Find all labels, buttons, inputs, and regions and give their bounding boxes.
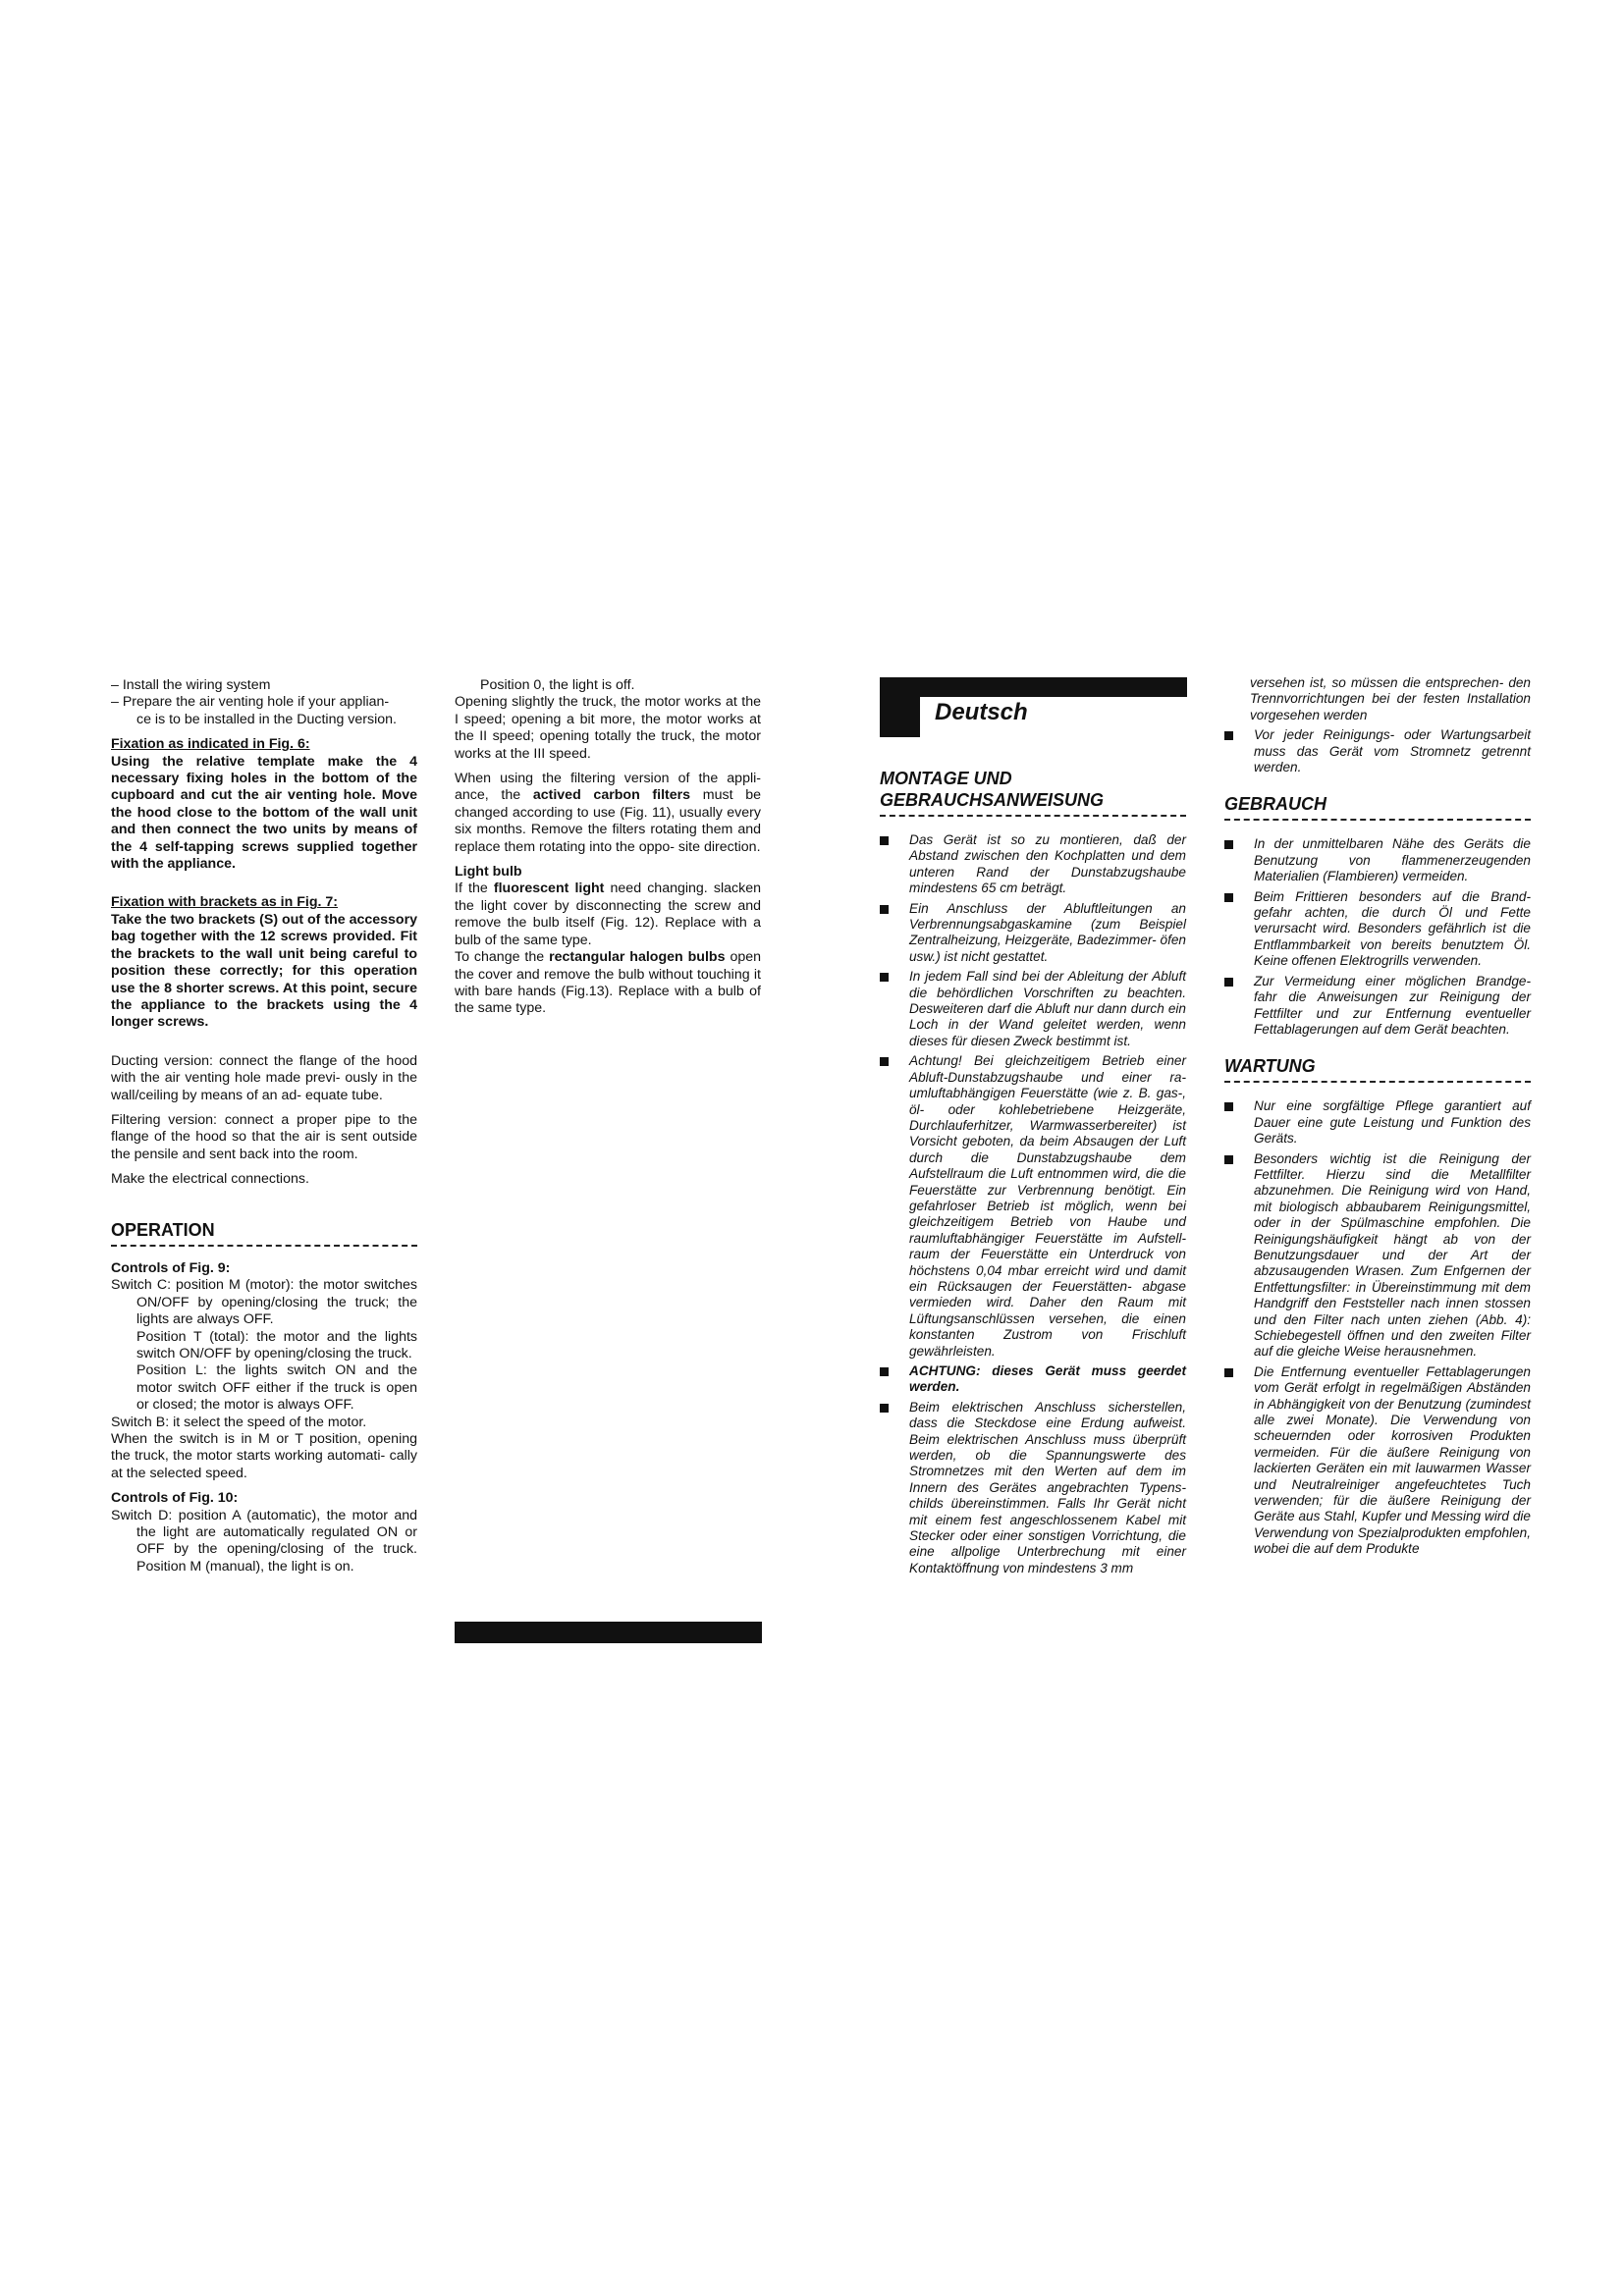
operation-heading: OPERATION — [111, 1219, 215, 1240]
list-item: ACHTUNG: dieses Gerät muss geerdet werden. — [880, 1363, 1186, 1396]
step-wiring: – Install the wiring system — [111, 677, 271, 693]
bullet-icon — [880, 836, 889, 845]
bullet-icon — [880, 1367, 889, 1376]
list-item: Besonders wichtig ist die Reinigung der Fettfilter. Hierzu sind die Metallfilter abzunehmen. Die Reinigung wird von Hand, mit biologisch abbaubarem Reinigungsmittel, oder in der Spülmaschine empfohlen. Die Reinigungshäufigkeit hängt ab von der Benutzungsdauer und der Art der abzusaugenden Wrasen. Zum Enfgernen der Entfettungsfilter: in Übereinstimmung mit dem Handgriff den Feststeller nach innen stossen und den Filter nach unten ziehen (Abb. 4): Schiebegestell öffnen und den zweiten Filter auf die gleiche Weise herausnehmen. — [1224, 1151, 1531, 1361]
bullet-icon — [880, 973, 889, 982]
bullet-icon — [880, 1057, 889, 1066]
list-item: In jedem Fall sind bei der Ableitung der Abluft die behördlichen Vorschriften zu beachten. Desweiteren darf die Abluft nur dann durch ein Loch in der Wand geleitet werden, wenn dieses für diesen Zweck bestimmt ist. — [880, 969, 1186, 1049]
list-item: Vor jeder Reinigungs- oder Wartungsarbeit muss das Gerät vom Stromnetz getrennt werden. — [1224, 727, 1531, 775]
column-2-footer-bar — [455, 1622, 762, 1643]
bullet-icon — [1224, 1368, 1233, 1377]
opening-text: Opening slightly the truck, the motor works at the I speed; opening a bit more, the motor works at the II speed; opening totally the truck, the motor works at the III speed. — [455, 694, 761, 762]
controls10-text: Switch D: position A (automatic), the motor and the light are automatically regulated ON or OFF by the opening/closing of the truck. Position M (manual), the light is on. — [111, 1507, 417, 1575]
list-item: Nur eine sorgfältige Pflege garantiert auf Dauer eine gute Leistung und Funktion des Geräts. — [1224, 1098, 1531, 1147]
step-venting: – Prepare the air venting hole if your applian- — [111, 694, 390, 711]
controls9-position-t: Position T (total): the motor and the lights switch ON/OFF by opening/closing the truck. — [136, 1328, 417, 1362]
montage-heading — [880, 768, 1186, 811]
step-venting-cont: ce is to be installed in the Ducting version. — [136, 711, 397, 727]
bullet-icon — [880, 1404, 889, 1413]
halogen-bold: rectangular halogen bulbs — [549, 949, 726, 966]
fluor-bold: fluorescent light — [493, 881, 605, 897]
controls9-heading: Controls of Fig. 9: — [111, 1259, 231, 1276]
lightbulb-heading: Light bulb — [455, 864, 522, 881]
halogen-paragraph — [455, 949, 761, 1018]
montage-heading-line2: GEBRAUCHSANWEISUNG — [880, 790, 1105, 810]
fluor-pre: If the — [455, 881, 488, 897]
list-item: Die Entfernung eventueller Fettablagerungen vom Gerät erfolgt in regelmäßigen Abständen in Abhängigkeit von der Benutzung (zumindest alle zwei Monate). Die Verwendung von scheuernden oder korrosiven Produkten vermeiden. Für die äußere Reinigung von lackierten Geräten ein mit lauwarmen Wasser und Neutralreiniger angefeuchtetes Tuch verwenden; für die äußere Reinigung der Geräte aus Stahl, Kupfer und Messing wird die Verwendung von Spezialprodukten empfohlen, wobei die auf dem Produkte — [1224, 1364, 1531, 1558]
bullet-icon — [1224, 731, 1233, 740]
controls9-switch-b: Switch B: it select the speed of the motor. — [111, 1414, 367, 1430]
fluorescent-paragraph — [455, 881, 761, 949]
bullet-icon — [1224, 978, 1233, 987]
ducting-text: Ducting version: connect the flange of the hood with the air venting hole made previ- ously in the wall/ceiling by means of an ad- equate tube. — [111, 1052, 417, 1103]
bullet-icon — [1224, 1102, 1233, 1111]
controls9-auto: When the switch is in M or T position, opening the truck, the motor starts working automati- cally at the selected speed. — [111, 1431, 417, 1481]
column-2 — [455, 677, 761, 1026]
language-square-icon — [880, 697, 920, 737]
filter-pre: When using the filtering version of the appli- ance, the — [455, 771, 761, 804]
column-3 — [880, 768, 1186, 1580]
list-item: Beim Frittieren besonders auf die Brand- gefahr achten, die durch Öl und Fette verursacht wird. Besonders gefährlich ist die Entflammbarkeit von bereits benutztem Öl. Keine offenen Elektrogrills verwenden. — [1224, 889, 1531, 970]
gebrauch-rule — [1224, 819, 1531, 821]
filter-paragraph — [455, 771, 761, 856]
fluor-post: need changing. slacken the light cover by disconnecting the screw and remove the bulb itself (Fig. 12). Replace with a bulb of the same type. — [455, 881, 761, 948]
continued-text: versehen ist, so müssen die entsprechen- den Trennvorrichtungen bei der festen Installation vorgesehen werden — [1250, 675, 1531, 722]
fig6-heading: Fixation as indicated in Fig. 6: — [111, 736, 310, 753]
bullet-icon — [880, 905, 889, 914]
bullet-icon — [1224, 1155, 1233, 1164]
list-item: Beim elektrischen Anschluss sicherstellen, dass die Steckdose eine Erdung aufweist. Beim elektrischen Anschluss muss überprüft werden, ob die Spannungswerte des Stromnetzes mit den Werten auf dem im Innern des Gerätes angebrachten Typens- childs übereinstimmen. Falls Ihr Gerät nicht mit einem fest angeschlossenem Kabel mit Stecker oder einer sonstigen Vorrichtung, die eine allpolige Unterbrechung mit einer Kontaktöffnung von mindestens 3 mm — [880, 1400, 1186, 1576]
electrical-text: Make the electrical connections. — [111, 1171, 309, 1188]
halogen-post: open the cover and remove the bulb without touching it with bare hands (Fig.13). Replace with a bulb of the same type. — [455, 949, 761, 1017]
wartung-rule — [1224, 1081, 1531, 1083]
fig6-text: Using the relative template make the 4 necessary fixing holes in the bottom of the cupboard and cut the air venting hole. Move the hood close to the bottom of the wall unit and then connect the two units by means of the 4 self-tapping screws supplied together with the appliance. — [111, 753, 417, 873]
filtering-text: Filtering version: connect a proper pipe to the flange of the hood so that the air is sent outside the pensile and sent back into the room. — [111, 1111, 417, 1162]
filter-post: must be changed according to use (Fig. 11), usually every six months. Remove the filters rotating them and replace them rotating into the oppo- site direction. — [455, 787, 762, 855]
language-title: Deutsch — [935, 699, 1028, 725]
list-item: Zur Vermeidung einer möglichen Brandge- fahr die Anweisungen zur Reinigung der Fettfilter und zur Entfernung eventueller Fettablagerungen auf dem Gerät beachten. — [1224, 974, 1531, 1039]
deutsch-top-bar — [880, 677, 1187, 697]
operation-rule — [111, 1245, 417, 1247]
montage-heading-line1: MONTAGE UND — [880, 769, 1012, 788]
column-4 — [1224, 675, 1531, 1562]
column-1 — [111, 677, 417, 1583]
controls9-position-l: Position L: the lights switch ON and the motor switch OFF either if the truck is open or closed; the motor is always OFF. — [136, 1362, 417, 1414]
bullet-icon — [1224, 893, 1233, 902]
list-item: Das Gerät ist so zu montieren, daß der Abstand zwischen den Kochplatten und dem unteren Rand der Dunstabzugshaube mindestens 65 cm beträgt. — [880, 832, 1186, 897]
fig7-text: Take the two brackets (S) out of the accessory bag together with the 12 screws provided. Fit the brackets to the wall unit being careful to position these correctly; for this operation use the 8 shorter screws. At this point, secure the appliance to the brackets using the 4 longer screws. — [111, 911, 417, 1031]
controls10-heading: Controls of Fig. 10: — [111, 1490, 239, 1507]
fig7-heading: Fixation with brackets as in Fig. 7: — [111, 894, 338, 911]
list-item: In der unmittelbaren Nähe des Geräts die Benutzung von flammenerzeugenden Materialien (Flambieren) vermeiden. — [1224, 836, 1531, 884]
montage-rule — [880, 815, 1186, 817]
controls9-switch-c: Switch C: position M (motor): the motor switches ON/OFF by opening/closing the truck; the lights are always OFF. — [111, 1277, 417, 1328]
halogen-pre: To change the — [455, 949, 545, 966]
gebrauch-heading: GEBRAUCH — [1224, 794, 1327, 815]
list-item: Ein Anschluss der Abluftleitungen an Verbrennungsabgaskamine (zum Beispiel Zentralheizung, Heizgeräte, Badezimmer- öfen usw.) ist nicht gestattet. — [880, 901, 1186, 966]
list-item: Achtung! Bei gleichzeitigem Betrieb einer Abluft-Dunstabzugshaube und einer ra- umluftabhängigen Feuerstätte (wie z. B. gas-, öl- oder kohlebetriebene Heizgeräte, Durchlauferhitzer, Warmwasserbereiter) ist Vorsicht geboten, da beim Absaugen der Luft durch die Dunstabzugshaube dem Aufstellraum die Luft entnommen wird, die die Feuerstätte zur Verbrennung benötigt. Ein gefahrloser Betrieb ist möglich, wenn bei gleichzeitigem Betrieb von Haube und raumluftabhängiger Feuerstätte im Aufstell- raum der Feuerstätte ein Unterdruck von höchstens 0,04 mbar erreicht wird und damit ein Rücksaugen der Feuerstätten- abgase vermieden wird. Daher den Raum mit Lüftungsanschlüssen versehen, die einen konstanten Zustrom von Frischluft gewährleisten. — [880, 1053, 1186, 1360]
bullet-icon — [1224, 840, 1233, 849]
wartung-heading: WARTUNG — [1224, 1056, 1316, 1077]
position0-text: Position 0, the light is off. — [480, 677, 635, 693]
filter-bold: actived carbon filters — [532, 787, 691, 804]
